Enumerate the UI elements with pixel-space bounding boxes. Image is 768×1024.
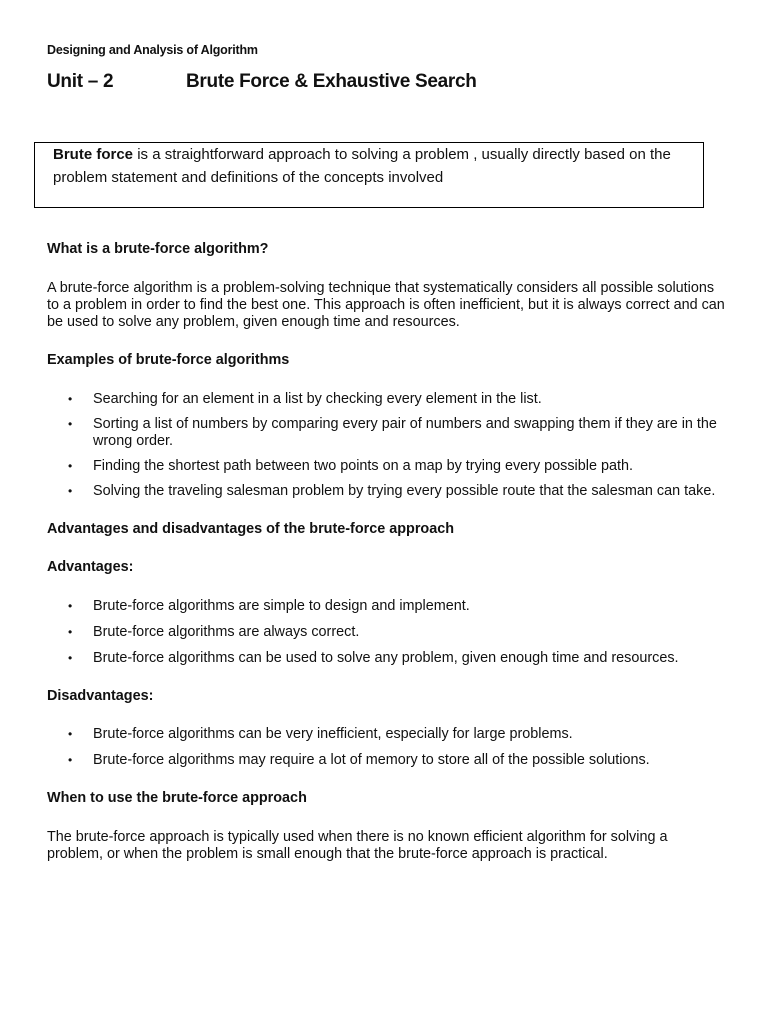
bullet-icon: • bbox=[68, 417, 73, 431]
definition-box bbox=[34, 142, 704, 208]
bullet-icon: • bbox=[68, 753, 73, 767]
definition-body: is a straightforward approach to solving a problem , usually directly based on the problem statement and definitions of the concepts involved bbox=[53, 146, 671, 186]
list-item: • Brute-force algorithms can be very inefficient, especially for large problems. bbox=[68, 726, 573, 742]
list-item: • Sorting a list of numbers by comparing every pair of numbers and swapping them if they are in the wrong order. bbox=[68, 416, 717, 449]
list-item: • Searching for an element in a list by checking every element in the list. bbox=[68, 391, 542, 407]
list-item: • Brute-force algorithms can be used to solve any problem, given enough time and resources. bbox=[68, 650, 679, 666]
section-heading-advantages: Advantages: bbox=[47, 559, 134, 575]
bullet-icon: • bbox=[68, 392, 73, 406]
definition-term: Brute force bbox=[53, 146, 134, 163]
section-heading-disadvantages: Disadvantages: bbox=[47, 688, 154, 704]
list-item: • Solving the traveling salesman problem by trying every possible route that the salesman can take. bbox=[68, 483, 716, 499]
unit-heading bbox=[47, 71, 477, 93]
section-heading-what-is: What is a brute-force algorithm? bbox=[47, 241, 269, 257]
section-body-what-is: A brute-force algorithm is a problem-solving technique that systematically considers all possible solutions to a problem in order to find the best one. This approach is often inefficient, but it is always correct and can be used to solve any problem, given enough time and resources. bbox=[47, 280, 725, 330]
section-heading-when-to-use: When to use the brute-force approach bbox=[47, 790, 307, 806]
section-heading-adv-disadv: Advantages and disadvantages of the brute-force approach bbox=[47, 521, 455, 537]
examples-list bbox=[47, 391, 727, 500]
list-item: • Brute-force algorithms are simple to design and implement. bbox=[68, 598, 470, 614]
bullet-icon: • bbox=[68, 484, 73, 498]
bullet-icon: • bbox=[68, 459, 73, 473]
list-item: • Brute-force algorithms are always correct. bbox=[68, 624, 360, 640]
disadvantages-list bbox=[47, 726, 727, 769]
document-header: Designing and Analysis of Algorithm bbox=[47, 43, 258, 57]
bullet-icon: • bbox=[68, 651, 73, 665]
section-heading-examples: Examples of brute-force algorithms bbox=[47, 352, 290, 368]
list-item: • Finding the shortest path between two points on a map by trying every possible path. bbox=[68, 458, 633, 474]
document-body bbox=[47, 241, 727, 863]
section-body-when-to-use: The brute-force approach is typically used when there is no known efficient algorithm for solving a problem, or when the problem is small enough that the brute-force approach is practical. bbox=[47, 829, 668, 862]
bullet-icon: • bbox=[68, 599, 73, 613]
bullet-icon: • bbox=[68, 727, 73, 741]
definition-text bbox=[53, 143, 703, 189]
bullet-icon: • bbox=[68, 625, 73, 639]
list-item: • Brute-force algorithms may require a lot of memory to store all of the possible solutions. bbox=[68, 752, 650, 768]
unit-label: Unit – 2 bbox=[47, 71, 114, 92]
advantages-list bbox=[47, 598, 727, 667]
unit-title: Brute Force & Exhaustive Search bbox=[186, 71, 477, 92]
